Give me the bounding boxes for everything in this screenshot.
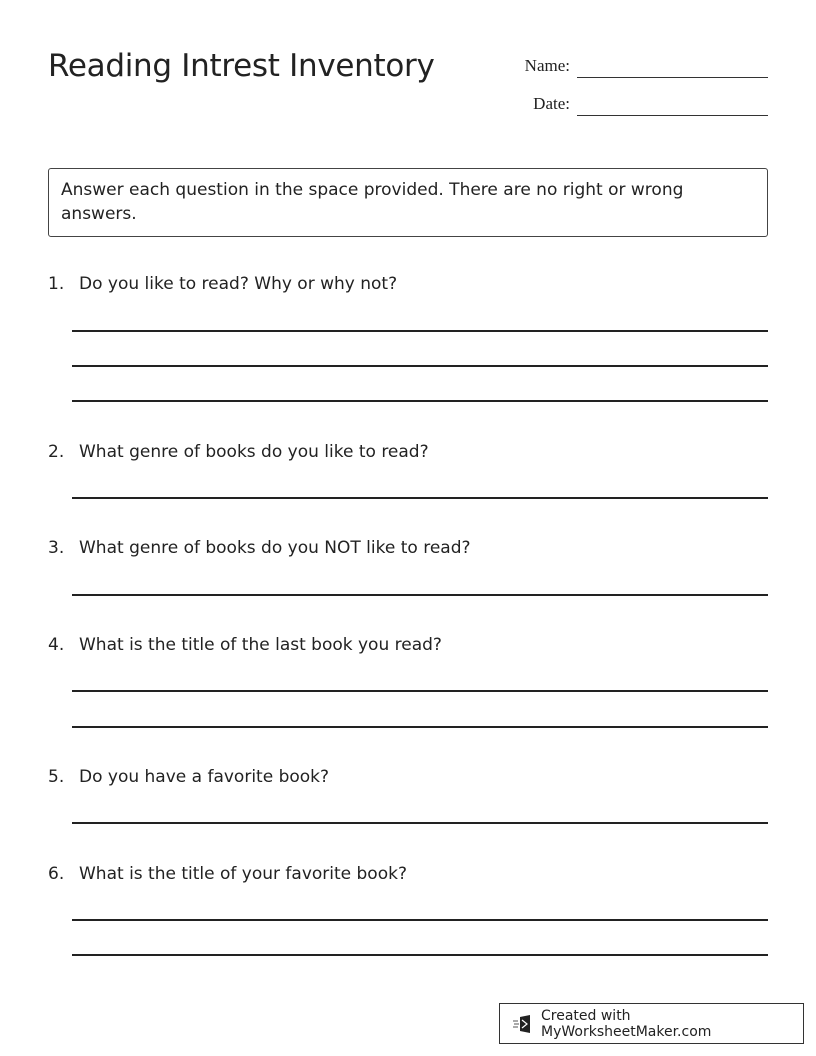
answer-line[interactable] bbox=[72, 822, 768, 824]
question-number: 4. bbox=[48, 635, 65, 655]
footer-badge bbox=[499, 1003, 804, 1044]
instructions-box: Answer each question in the space provided. There are no right or wrong answers. bbox=[48, 168, 768, 237]
question-text: Do you have a favorite book? bbox=[79, 767, 330, 787]
question-number: 5. bbox=[48, 767, 65, 787]
question-text: What genre of books do you like to read? bbox=[79, 442, 429, 462]
question-text: What is the title of your favorite book? bbox=[79, 864, 407, 884]
worksheet-maker-logo-icon bbox=[513, 1014, 533, 1034]
question-number: 3. bbox=[48, 538, 65, 558]
question-text: What genre of books do you NOT like to read? bbox=[79, 538, 471, 558]
answer-line[interactable] bbox=[72, 594, 768, 596]
question-number: 6. bbox=[48, 864, 65, 884]
question-number: 2. bbox=[48, 442, 65, 462]
name-line[interactable] bbox=[577, 77, 768, 78]
answer-line[interactable] bbox=[72, 400, 768, 402]
name-field bbox=[500, 48, 768, 78]
answer-line[interactable] bbox=[72, 954, 768, 956]
date-line[interactable] bbox=[577, 115, 768, 116]
name-label: Name: bbox=[524, 56, 570, 75]
answer-line[interactable] bbox=[72, 497, 768, 499]
answer-line[interactable] bbox=[72, 726, 768, 728]
date-label: Date: bbox=[533, 94, 570, 113]
answer-line[interactable] bbox=[72, 330, 768, 332]
date-field bbox=[500, 86, 768, 116]
footer-text: Created with MyWorksheetMaker.com bbox=[541, 1007, 712, 1040]
page-title: Reading Intrest Inventory bbox=[48, 48, 435, 84]
question-text: Do you like to read? Why or why not? bbox=[79, 274, 398, 294]
question-number: 1. bbox=[48, 274, 65, 294]
answer-line[interactable] bbox=[72, 919, 768, 921]
answer-line[interactable] bbox=[72, 690, 768, 692]
answer-line[interactable] bbox=[72, 365, 768, 367]
question-text: What is the title of the last book you read? bbox=[79, 635, 442, 655]
